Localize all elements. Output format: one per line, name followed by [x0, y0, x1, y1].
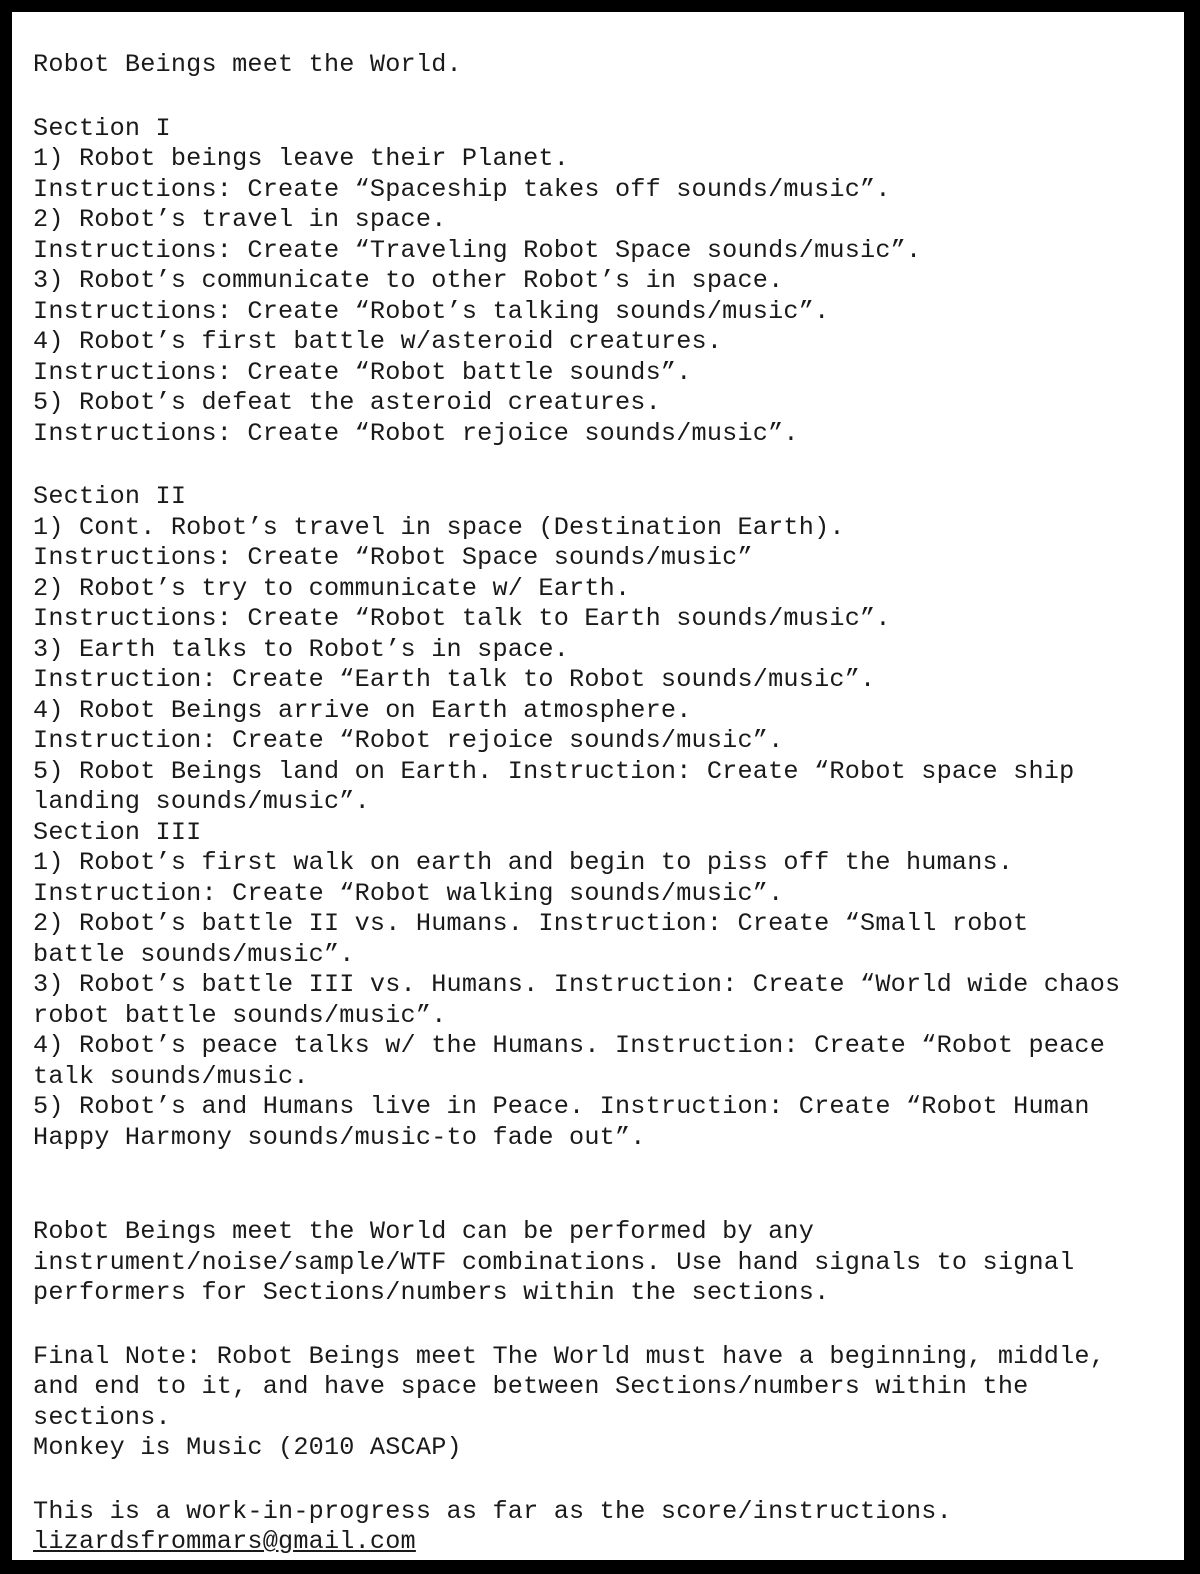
section-line: Instructions: Create “Robot Space sounds/music”: [33, 543, 753, 572]
section-line: Happy Harmony sounds/music-to fade out”.: [33, 1122, 646, 1152]
section-line: 5) Robot’s defeat the asteroid creatures.: [33, 388, 661, 417]
section-line: Instruction: Create “Robot rejoice sounds/music”.: [33, 726, 784, 755]
section-line: 2) Robot’s try to communicate w/ Earth.: [33, 573, 631, 603]
section-3: [33, 818, 1178, 1154]
section-line: Instructions: Create “Robot rejoice sounds/music”.: [33, 418, 799, 448]
work-in-progress-note: This is a work-in-progress as far as the score/instructions.: [33, 1496, 952, 1526]
section-line: Instructions: Create “Robot battle sounds”.: [33, 357, 692, 387]
section-heading: Section III: [33, 817, 202, 847]
section-line: Instructions: Create “Traveling Robot Space sounds/music”.: [33, 235, 922, 265]
note-line: Final Note: Robot Beings meet The World must have a beginning, middle,: [33, 1341, 1106, 1371]
section-line: Instructions: Create “Spaceship takes off sounds/music”.: [33, 174, 891, 204]
section-heading: Section II: [33, 482, 187, 511]
section-heading: Section I: [33, 113, 171, 143]
section-line: 5) Robot’s and Humans live in Peace. Instruction: Create “Robot Human: [33, 1092, 1090, 1121]
section-line: Instruction: Create “Robot walking sounds/music”.: [33, 878, 784, 908]
email-link[interactable]: lizardsfrommars@gmail.com: [33, 1527, 416, 1556]
section-line: 2) Robot’s travel in space.: [33, 205, 447, 234]
spacer: [33, 1153, 1178, 1217]
section-line: 1) Cont. Robot’s travel in space (Destination Earth).: [33, 512, 845, 542]
section-line: 4) Robot’s first battle w/asteroid creatures.: [33, 327, 723, 356]
section-line: 5) Robot Beings land on Earth. Instruction: Create “Robot space ship: [33, 756, 1075, 786]
document-text: [33, 50, 1178, 1558]
note-line: performers for Sections/numbers within the sections.: [33, 1278, 830, 1307]
note-line: instrument/noise/sample/WTF combinations. Use hand signals to signal: [33, 1247, 1075, 1277]
section-line: 3) Robot’s communicate to other Robot’s in space.: [33, 266, 784, 295]
section-line: Instructions: Create “Robot’s talking sounds/music”.: [33, 296, 830, 326]
section-line: 3) Robot’s battle III vs. Humans. Instruction: Create “World wide chaos: [33, 970, 1121, 999]
section-line: 3) Earth talks to Robot’s in space.: [33, 634, 570, 664]
spacer: [33, 81, 1178, 114]
section-line: 1) Robot beings leave their Planet.: [33, 144, 570, 173]
spacer: [33, 449, 1178, 482]
section-line: Instruction: Create “Earth talk to Robot sounds/music”.: [33, 665, 876, 694]
copyright-line: Monkey is Music (2010 ASCAP): [33, 1433, 462, 1462]
section-line: Instructions: Create “Robot talk to Earth sounds/music”.: [33, 604, 891, 633]
section-line: 1) Robot’s first walk on earth and begin to piss off the humans.: [33, 848, 1014, 877]
final-note: [33, 1342, 1178, 1464]
contact-line: [33, 1527, 1178, 1558]
performance-note: [33, 1217, 1178, 1309]
note-line: Robot Beings meet the World can be performed by any: [33, 1217, 815, 1246]
section-1: [33, 114, 1178, 450]
spacer: [33, 1464, 1178, 1497]
section-line: 4) Robot’s peace talks w/ the Humans. Instruction: Create “Robot peace: [33, 1031, 1106, 1060]
section-line: 2) Robot’s battle II vs. Humans. Instruction: Create “Small robot: [33, 909, 1029, 938]
section-line: talk sounds/music.: [33, 1061, 309, 1091]
note-line: sections.: [33, 1402, 171, 1432]
section-line: robot battle sounds/music”.: [33, 1000, 447, 1030]
section-line: landing sounds/music”.: [33, 787, 370, 816]
section-line: battle sounds/music”.: [33, 939, 355, 969]
note-line: and end to it, and have space between Sections/numbers within the: [33, 1372, 1029, 1401]
scanned-page: [12, 12, 1184, 1560]
spacer: [33, 1309, 1178, 1342]
section-line: 4) Robot Beings arrive on Earth atmosphere.: [33, 695, 692, 725]
document-title: Robot Beings meet the World.: [33, 50, 462, 79]
section-2: [33, 482, 1178, 818]
